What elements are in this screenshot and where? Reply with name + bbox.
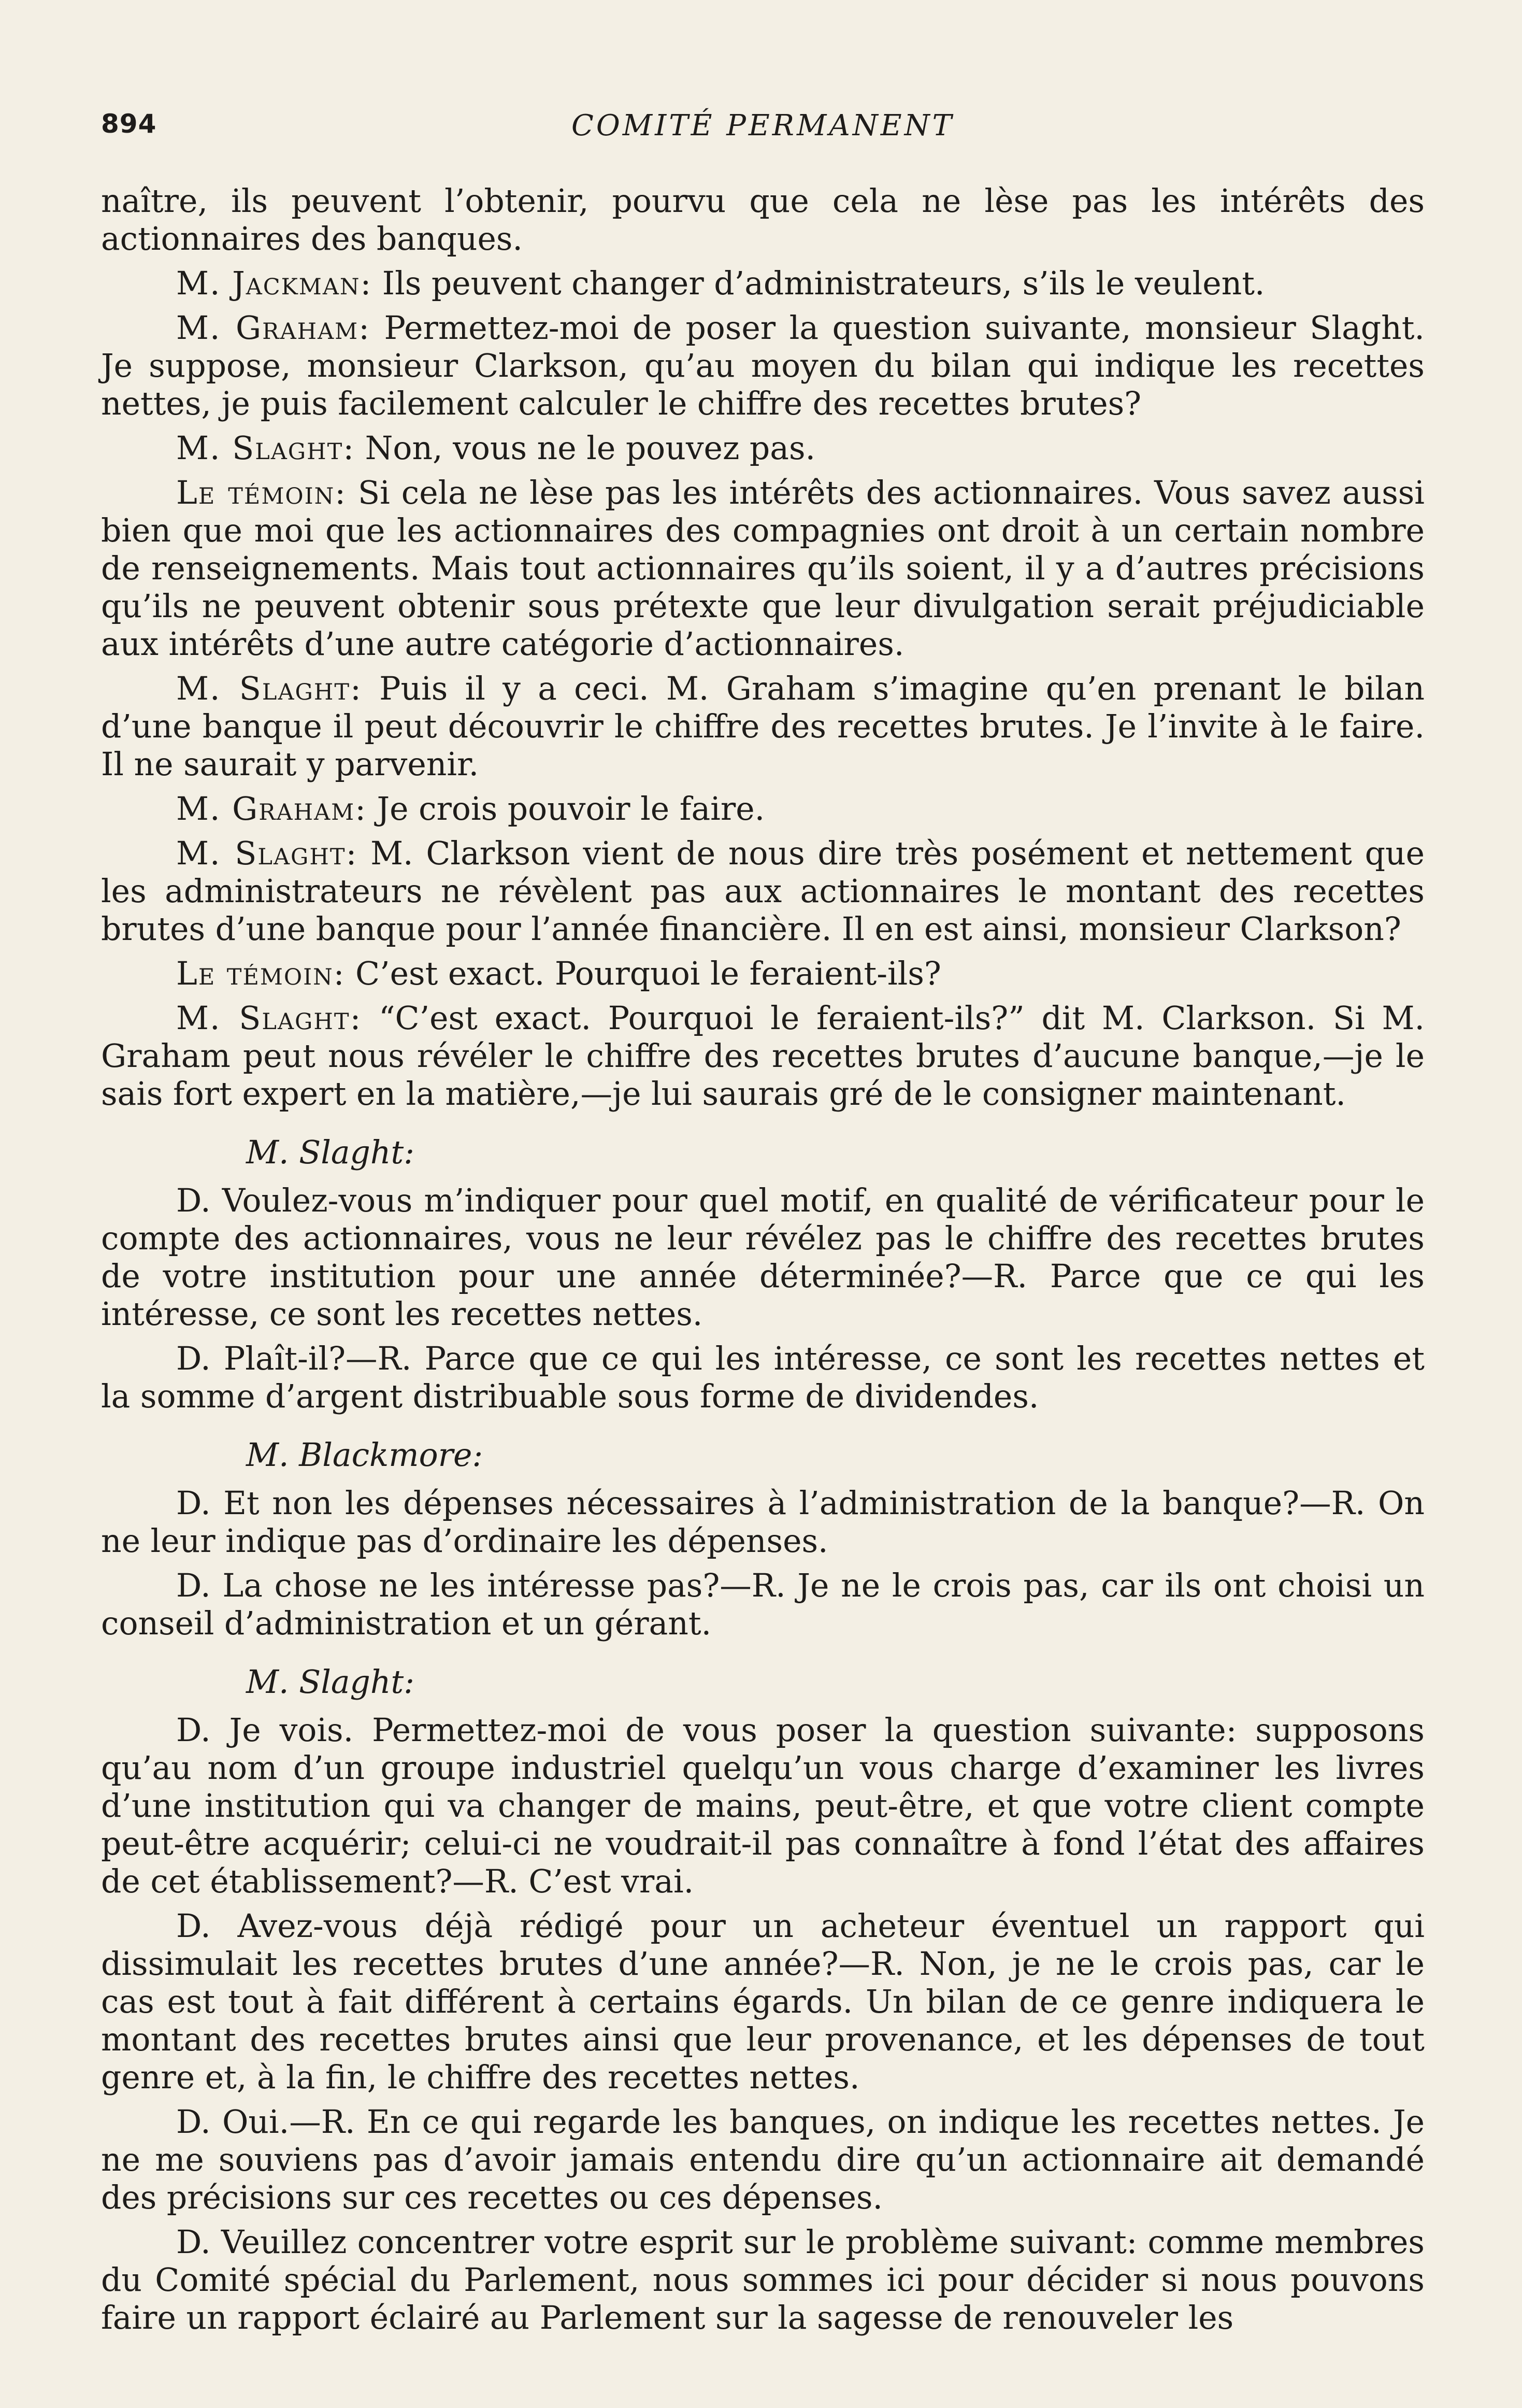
speaker-name: M. Slaght: bbox=[176, 1000, 362, 1037]
question-answer: D. Voulez-vous m’indiquer pour quel motif, en qualité de vérificateur pour le compte des actionnaires, vous ne leur révélez pas le chiffre des recettes brutes de votre institution pour une année déterminée?—R. Parce que ce qui les intéresse, ce sont les recettes nettes. bbox=[101, 1182, 1425, 1333]
question-answer: D. Je vois. Permettez-moi de vous poser la question suivante: supposons qu’au nom d’un groupe industriel quelqu’un vous charge d’examiner les livres d’une institution qui va changer de mains, peut-être, et que votre client compte peut-être acquérir; celui-ci ne voudrait-il pas connaître à fond l’état des affaires de cet établissement?—R. C’est vrai. bbox=[101, 1712, 1425, 1900]
page-body bbox=[101, 182, 1425, 2337]
examiner-heading: M. Blackmore: bbox=[246, 1436, 483, 1474]
question-answer: D. Plaît-il?—R. Parce que ce qui les intéresse, ce sont les recettes nettes et la somme d’argent distribuable sous forme de dividendes. bbox=[101, 1340, 1425, 1415]
speaker-name: Le témoin: bbox=[176, 474, 347, 511]
speaker-name: Le témoin: bbox=[176, 955, 346, 992]
speaker-name: M. Graham: bbox=[176, 309, 370, 347]
speech-text: Ils peuvent changer d’administrateurs, s’ils le veulent. bbox=[372, 265, 1265, 302]
speech-paragraph bbox=[101, 430, 1425, 467]
speech-paragraph bbox=[101, 309, 1425, 423]
speech-text: C’est exact. Pourquoi le feraient-ils? bbox=[345, 955, 941, 992]
speech-text: “C’est exact. Pourquoi le feraient-ils?” dit M. Clarkson. Si M. Graham peut nous révéler le chiffre des recettes brutes d’aucune banque,—je le sais fort expert en la matière,—je lui saurais gré de le consigner maintenant. bbox=[101, 1000, 1425, 1113]
speaker-name: M. Slaght: bbox=[176, 430, 355, 467]
speech-paragraph bbox=[101, 955, 1425, 993]
speech-text: M. Clarkson vient de nous dire très posément et nettement que les administrateurs ne révèlent pas aux actionnaires le montant des recettes brutes d’une banque pour l’année financière. Il en est ainsi, monsieur Clarkson? bbox=[101, 835, 1425, 948]
speech-text: Permettez-moi de poser la question suivante, monsieur Slaght. Je suppose, monsieur Clarkson, qu’au moyen du bilan qui indique les recettes nettes, je puis facilement calculer le chiffre des recettes brutes? bbox=[101, 309, 1425, 422]
page-header bbox=[101, 109, 1425, 150]
question-answer: D. Et non les dépenses nécessaires à l’administration de la banque?—R. On ne leur indique pas d’ordinaire les dépenses. bbox=[101, 1485, 1425, 1560]
examiner-heading: M. Slaght: bbox=[246, 1663, 414, 1701]
speaker-name: M. Graham: bbox=[176, 790, 367, 828]
page-number: 894 bbox=[101, 109, 157, 139]
speech-paragraph bbox=[101, 474, 1425, 663]
examiner-heading: M. Slaght: bbox=[246, 1134, 414, 1171]
speech-paragraph bbox=[101, 790, 1425, 828]
speaker-name: M. Slaght: bbox=[176, 670, 362, 707]
speech-text: Je crois pouvoir le faire. bbox=[366, 790, 765, 828]
running-head: COMITÉ PERMANENT bbox=[571, 109, 954, 143]
question-answer: D. Oui.—R. En ce qui regarde les banques, on indique les recettes nettes. Je ne me souviens pas d’avoir jamais entendu dire qu’un actionnaire ait demandé des précisions sur ces recettes ou ces dépenses. bbox=[101, 2103, 1425, 2216]
speech-text: Non, vous ne le pouvez pas. bbox=[355, 430, 816, 467]
paragraph bbox=[101, 182, 1425, 258]
speaker-name: M. Slaght: bbox=[176, 835, 358, 872]
question-answer: D. Veuillez concentrer votre esprit sur le problème suivant: comme membres du Comité spécial du Parlement, nous sommes ici pour décider si nous pouvons faire un rapport éclairé au Parlement sur la sagesse de renouveler les bbox=[101, 2224, 1425, 2336]
speech-paragraph bbox=[101, 1000, 1425, 1113]
speech-paragraph bbox=[101, 670, 1425, 783]
speech-paragraph bbox=[101, 835, 1425, 948]
question-answer: D. Avez-vous déjà rédigé pour un acheteur éventuel un rapport qui dissimulait les recettes brutes d’une année?—R. Non, je ne le crois pas, car le cas est tout à fait différent à certains égards. Un bilan de ce genre indiquera le montant des recettes brutes ainsi que leur provenance, et les dépenses de tout genre et, à la fin, le chiffre des recettes nettes. bbox=[101, 1907, 1425, 2096]
speech-text: Si cela ne lèse pas les intérêts des actionnaires. Vous savez aussi bien que moi que les actionnaires des compagnies ont droit à un certain nombre de renseignements. Mais tout actionnaires qu’ils soient, il y a d’autres précisions qu’ils ne peuvent obtenir sous prétexte que leur divulgation serait préjudiciable aux intérêts d’une autre catégorie d’actionnaires. bbox=[101, 474, 1425, 663]
speaker-name: M. Jackman: bbox=[176, 265, 372, 302]
speech-text: Puis il y a ceci. M. Graham s’imagine qu’en prenant le bilan d’une banque il peut découvrir le chiffre des recettes brutes. Je l’invite à le faire. Il ne saurait y parvenir. bbox=[101, 670, 1425, 783]
paragraph-text: naître, ils peuvent l’obtenir, pourvu que cela ne lèse pas les intérêts des actionnaires des banques. bbox=[101, 182, 1425, 258]
speech-paragraph bbox=[101, 265, 1425, 303]
question-answer: D. La chose ne les intéresse pas?—R. Je ne le crois pas, car ils ont choisi un conseil d’administration et un gérant. bbox=[101, 1567, 1425, 1642]
